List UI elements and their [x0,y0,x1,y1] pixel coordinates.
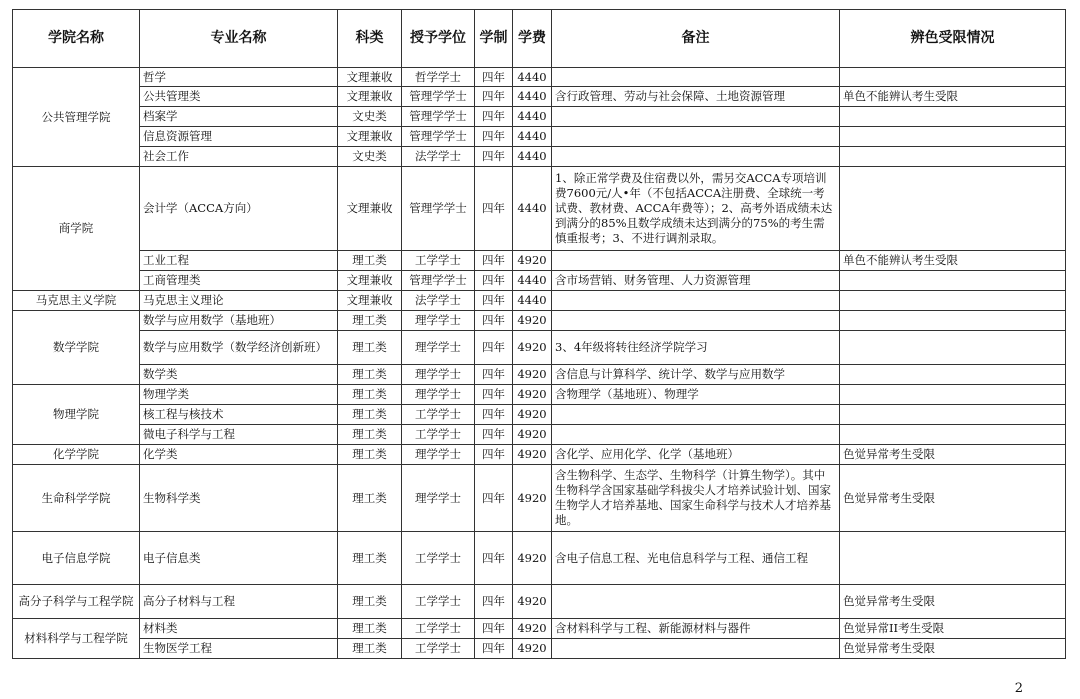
years-cell: 四年 [475,251,513,271]
category-cell: 理工类 [338,585,402,619]
category-cell: 文理兼收 [338,291,402,311]
note-cell: 含信息与计算科学、统计学、数学与应用数学 [552,365,840,385]
category-cell: 理工类 [338,465,402,532]
table-row [13,405,1066,425]
fee-cell: 4920 [513,385,552,405]
years-cell: 四年 [475,271,513,291]
years-cell: 四年 [475,385,513,405]
major-cell: 材料类 [140,619,338,639]
table-row [13,365,1066,385]
major-cell: 核工程与核技术 [140,405,338,425]
color-restriction-cell [840,147,1066,167]
category-cell: 理工类 [338,405,402,425]
college-cell: 数学学院 [13,311,140,385]
years-cell: 四年 [475,291,513,311]
category-cell: 理工类 [338,532,402,585]
color-restriction-cell: 色觉异常考生受限 [840,585,1066,619]
table-row [13,107,1066,127]
category-cell: 文史类 [338,147,402,167]
fee-cell: 4920 [513,445,552,465]
degree-cell: 理学学士 [402,385,475,405]
major-cell: 化学类 [140,445,338,465]
degree-cell: 工学学士 [402,251,475,271]
category-cell: 文史类 [338,107,402,127]
header-major: 专业名称 [140,10,338,68]
degree-cell: 工学学士 [402,532,475,585]
degree-cell: 工学学士 [402,425,475,445]
degree-cell: 工学学士 [402,585,475,619]
years-cell: 四年 [475,331,513,365]
degree-cell: 工学学士 [402,619,475,639]
major-cell: 会计学（ACCA方向） [140,167,338,251]
fee-cell: 4440 [513,271,552,291]
college-cell: 材料科学与工程学院 [13,619,140,659]
fee-cell: 4920 [513,251,552,271]
note-cell: 含材料科学与工程、新能源材料与器件 [552,619,840,639]
years-cell: 四年 [475,365,513,385]
degree-cell: 理学学士 [402,465,475,532]
years-cell: 四年 [475,87,513,107]
table-row [13,271,1066,291]
major-cell: 生物科学类 [140,465,338,532]
fee-cell: 4920 [513,532,552,585]
years-cell: 四年 [475,127,513,147]
major-cell: 高分子材料与工程 [140,585,338,619]
major-cell: 电子信息类 [140,532,338,585]
category-cell: 理工类 [338,385,402,405]
years-cell: 四年 [475,425,513,445]
header-years: 学制 [475,10,513,68]
color-restriction-cell [840,68,1066,87]
header-college: 学院名称 [13,10,140,68]
category-cell: 理工类 [338,425,402,445]
note-cell [552,639,840,659]
years-cell: 四年 [475,639,513,659]
fee-cell: 4920 [513,585,552,619]
major-cell: 数学类 [140,365,338,385]
color-restriction-cell [840,167,1066,251]
table-row [13,291,1066,311]
note-cell [552,405,840,425]
note-cell [552,251,840,271]
color-restriction-cell [840,405,1066,425]
color-restriction-cell [840,127,1066,147]
degree-cell: 工学学士 [402,405,475,425]
major-cell: 数学与应用数学（数学经济创新班） [140,331,338,365]
table-row [13,68,1066,87]
color-restriction-cell: 色觉异常考生受限 [840,639,1066,659]
table-row [13,385,1066,405]
note-cell [552,311,840,331]
color-restriction-cell [840,311,1066,331]
color-restriction-cell [840,532,1066,585]
note-cell: 含化学、应用化学、化学（基地班） [552,445,840,465]
note-cell [552,127,840,147]
category-cell: 文理兼收 [338,167,402,251]
fee-cell: 4920 [513,425,552,445]
major-cell: 工商管理类 [140,271,338,291]
years-cell: 四年 [475,68,513,87]
category-cell: 理工类 [338,445,402,465]
major-cell: 哲学 [140,68,338,87]
color-restriction-cell: 单色不能辨认考生受限 [840,87,1066,107]
college-cell: 高分子科学与工程学院 [13,585,140,619]
fee-cell: 4920 [513,331,552,365]
major-cell: 马克思主义理论 [140,291,338,311]
college-cell: 物理学院 [13,385,140,445]
major-cell: 数学与应用数学（基地班） [140,311,338,331]
fee-cell: 4440 [513,291,552,311]
degree-cell: 管理学学士 [402,127,475,147]
header-degree: 授予学位 [402,10,475,68]
fee-cell: 4920 [513,365,552,385]
college-cell: 生命科学学院 [13,465,140,532]
color-restriction-cell: 色觉异常考生受限 [840,465,1066,532]
years-cell: 四年 [475,532,513,585]
note-cell: 含市场营销、财务管理、人力资源管理 [552,271,840,291]
years-cell: 四年 [475,465,513,532]
degree-cell: 哲学学士 [402,68,475,87]
major-cell: 信息资源管理 [140,127,338,147]
category-cell: 理工类 [338,365,402,385]
fee-cell: 4440 [513,87,552,107]
color-restriction-cell [840,425,1066,445]
admissions-table-container [12,9,1065,659]
years-cell: 四年 [475,619,513,639]
fee-cell: 4920 [513,619,552,639]
category-cell: 理工类 [338,251,402,271]
major-cell: 社会工作 [140,147,338,167]
note-cell: 含电子信息工程、光电信息科学与工程、通信工程 [552,532,840,585]
fee-cell: 4440 [513,68,552,87]
category-cell: 文理兼收 [338,127,402,147]
fee-cell: 4440 [513,167,552,251]
degree-cell: 管理学学士 [402,271,475,291]
table-row [13,251,1066,271]
category-cell: 文理兼收 [338,271,402,291]
table-row [13,465,1066,532]
table-row [13,167,1066,251]
page-number: 2 [1014,681,1023,696]
years-cell: 四年 [475,107,513,127]
header-color-restriction: 辨色受限情况 [840,10,1066,68]
fee-cell: 4920 [513,311,552,331]
college-cell: 电子信息学院 [13,532,140,585]
header-fee: 学费 [513,10,552,68]
table-row [13,311,1066,331]
note-cell: 含物理学（基地班）、物理学 [552,385,840,405]
fee-cell: 4920 [513,465,552,532]
fee-cell: 4440 [513,107,552,127]
college-cell: 马克思主义学院 [13,291,140,311]
major-cell: 生物医学工程 [140,639,338,659]
major-cell: 公共管理类 [140,87,338,107]
color-restriction-cell: 色觉异常考生受限 [840,445,1066,465]
table-header-row [13,10,1066,68]
years-cell: 四年 [475,167,513,251]
note-cell [552,147,840,167]
degree-cell: 法学学士 [402,147,475,167]
years-cell: 四年 [475,445,513,465]
fee-cell: 4920 [513,639,552,659]
category-cell: 文理兼收 [338,87,402,107]
years-cell: 四年 [475,311,513,331]
color-restriction-cell [840,107,1066,127]
category-cell: 理工类 [338,331,402,365]
degree-cell: 理学学士 [402,365,475,385]
fee-cell: 4440 [513,127,552,147]
table-row [13,127,1066,147]
admissions-table [12,9,1066,659]
header-note: 备注 [552,10,840,68]
table-row [13,331,1066,365]
table-row [13,619,1066,639]
table-row [13,147,1066,167]
color-restriction-cell [840,271,1066,291]
color-restriction-cell: 单色不能辨认考生受限 [840,251,1066,271]
major-cell: 工业工程 [140,251,338,271]
degree-cell: 法学学士 [402,291,475,311]
header-category: 科类 [338,10,402,68]
table-row [13,425,1066,445]
note-cell: 含生物科学、生态学、生物科学（计算生物学）。其中生物科学含国家基础学科拔尖人才培养试验计划、国家生物学人才培养基地、国家生命科学与技术人才培养基地。 [552,465,840,532]
degree-cell: 理学学士 [402,445,475,465]
note-cell [552,585,840,619]
degree-cell: 管理学学士 [402,107,475,127]
years-cell: 四年 [475,405,513,425]
category-cell: 文理兼收 [338,68,402,87]
table-body [13,68,1066,659]
table-row [13,532,1066,585]
table-row [13,639,1066,659]
color-restriction-cell [840,331,1066,365]
college-cell: 公共管理学院 [13,68,140,167]
degree-cell: 理学学士 [402,331,475,365]
category-cell: 理工类 [338,639,402,659]
note-cell [552,425,840,445]
table-row [13,87,1066,107]
note-cell [552,291,840,311]
category-cell: 理工类 [338,311,402,331]
major-cell: 物理学类 [140,385,338,405]
note-cell: 1、除正常学费及住宿费以外，需另交ACCA专项培训费7600元/人•年（不包括ACCA注册费、全球统一考试费、教材费、ACCA年费等）；2、高考外语成绩未达到满分的85%且数学成绩未达到满分的75%的考生需慎重报考；3、不进行调剂录取。 [552,167,840,251]
note-cell: 含行政管理、劳动与社会保障、土地资源管理 [552,87,840,107]
category-cell: 理工类 [338,619,402,639]
degree-cell: 理学学士 [402,311,475,331]
degree-cell: 管理学学士 [402,87,475,107]
degree-cell: 工学学士 [402,639,475,659]
degree-cell: 管理学学士 [402,167,475,251]
fee-cell: 4440 [513,147,552,167]
years-cell: 四年 [475,585,513,619]
college-cell: 化学学院 [13,445,140,465]
college-cell: 商学院 [13,167,140,291]
color-restriction-cell [840,365,1066,385]
table-row [13,445,1066,465]
color-restriction-cell [840,291,1066,311]
note-cell [552,68,840,87]
color-restriction-cell: 色觉异常II考生受限 [840,619,1066,639]
fee-cell: 4920 [513,405,552,425]
color-restriction-cell [840,385,1066,405]
years-cell: 四年 [475,147,513,167]
note-cell: 3、4年级将转往经济学院学习 [552,331,840,365]
note-cell [552,107,840,127]
major-cell: 微电子科学与工程 [140,425,338,445]
major-cell: 档案学 [140,107,338,127]
table-row [13,585,1066,619]
